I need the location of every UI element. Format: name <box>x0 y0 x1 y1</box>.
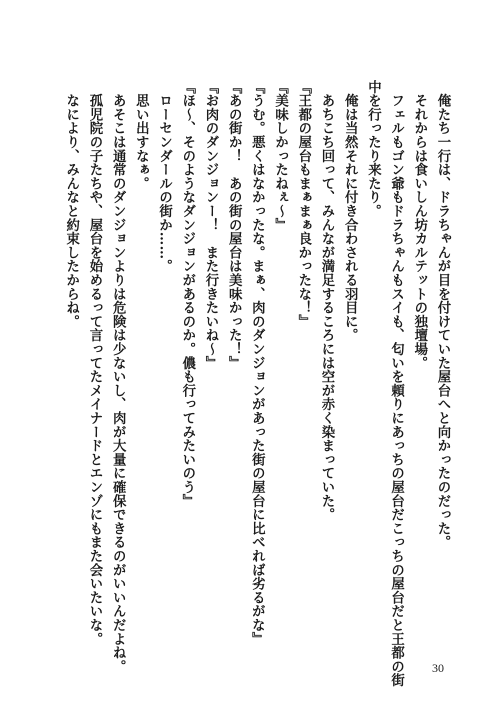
text-line: あそこは通常のダンジョンよりは危険は少ないし、肉が大量に確保できるのがいいんだよね。 <box>110 80 127 674</box>
text-line: なにより、みんなと約束したからね。 <box>63 80 80 329</box>
text-line: 孤児院の子たちや、屋台を始めるって言ってたメイナードとエンゾにもまた会いたいな。 <box>86 80 103 646</box>
text-line: 『美味しかったねぇ～』 <box>272 80 289 232</box>
text-line: 『お肉のダンジョンー！ また行きたいね～』 <box>202 80 219 370</box>
text-line: 俺たち一行は、ドラちゃんが目を付けていた屋台へと向かったのだった。 <box>435 80 451 550</box>
text-line: 『王都の屋台もまぁまぁ良かったな！』 <box>295 80 312 329</box>
text-line: フェルもゴン爺もドラちゃんもスイも、匂いを頼りにあっちの屋台だこっちの屋台だと王都の街 <box>388 80 405 688</box>
text-line: 『あの街か！ あの街の屋台は美味かった！』 <box>226 80 243 370</box>
page-number: 30 <box>432 661 444 675</box>
text-line: ローセンダールの街か……。 <box>156 80 173 274</box>
text-line: 『ほ～、そのようなダンジョンがあるのか。儂も行ってみたいのう』 <box>179 80 196 508</box>
text-line: 中を行ったり来たり。 <box>365 80 382 218</box>
text-line: 俺は当然それに付き合わされる羽目に。 <box>342 80 359 343</box>
text-line: あちこち回って、みんなが満足するころには空が赤く染まっていた。 <box>318 80 335 522</box>
text-line: 『うむ。悪くはなかったな。まぁ、肉のダンジョンがあった街の屋台に比べれば劣るがな』 <box>249 80 266 646</box>
text-line: それからは食いしん坊カルテットの独壇場。 <box>411 80 428 370</box>
text-line: 思い出すなぁ。 <box>133 80 150 191</box>
